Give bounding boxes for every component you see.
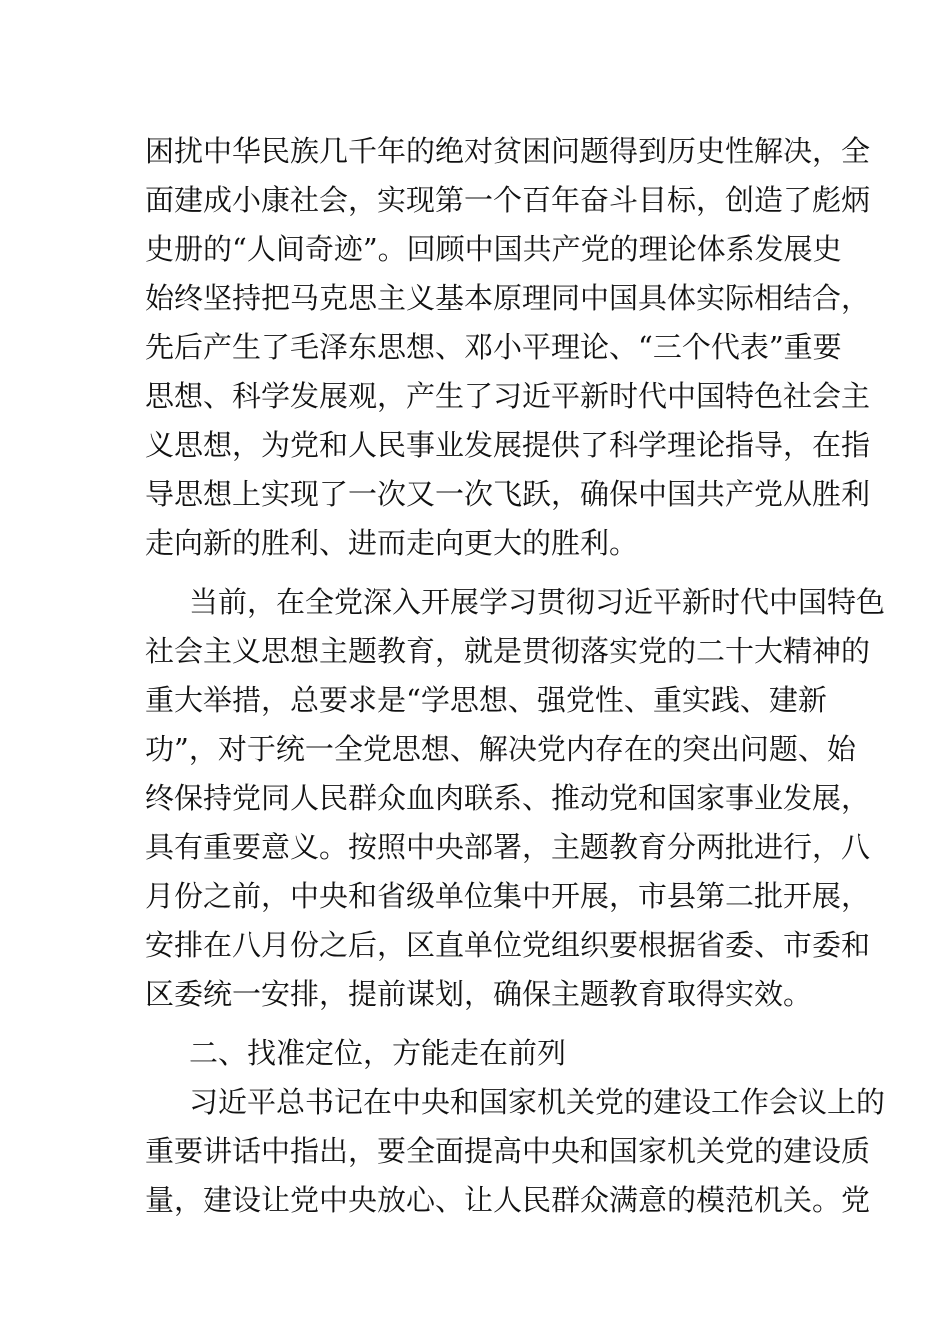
paragraph-first-line: 当前，在全党深入开展学习贯彻习近平新时代中国特色 [189, 585, 886, 619]
text-line: 重要讲话中指出，要全面提高中央和国家机关党的建设质 [145, 1134, 871, 1168]
text-line: 安排在八月份之后，区直单位党组织要根据省委、市委和 [145, 928, 871, 962]
text-line: 先后产生了毛泽东思想、邓小平理论、“三个代表”重要 [145, 330, 842, 364]
text-line: 量，建设让党中央放心、让人民群众满意的模范机关。党 [145, 1183, 871, 1217]
text-line: 社会主义思想主题教育，就是贯彻落实党的二十大精神的 [145, 634, 871, 668]
text-line: 重大举措，总要求是“学思想、强党性、重实践、建新 [145, 683, 827, 717]
text-line: 义思想，为党和人民事业发展提供了科学理论指导，在指 [145, 428, 871, 462]
text-line: 功”，对于统一全党思想、解决党内存在的突出问题、始 [145, 732, 856, 766]
text-line: 终保持党同人民群众血肉联系、推动党和国家事业发展， [145, 781, 871, 815]
text-line: 导思想上实现了一次又一次飞跃，确保中国共产党从胜利 [145, 477, 871, 511]
paragraph-first-line: 习近平总书记在中央和国家机关党的建设工作会议上的 [189, 1085, 886, 1119]
text-line: 史册的“人间奇迹”。回顾中国共产党的理论体系发展史 [145, 232, 842, 266]
text-line: 具有重要意义。按照中央部署，主题教育分两批进行，八 [145, 830, 871, 864]
section-heading: 二、找准定位，方能走在前列 [189, 1036, 567, 1070]
text-line: 面建成小康社会，实现第一个百年奋斗目标，创造了彪炳 [145, 183, 871, 217]
text-line: 月份之前，中央和省级单位集中开展，市县第二批开展， [145, 879, 871, 913]
text-line: 始终坚持把马克思主义基本原理同中国具体实际相结合， [145, 281, 871, 315]
text-line: 困扰中华民族几千年的绝对贫困问题得到历史性解决，全 [145, 134, 871, 168]
text-line: 思想、科学发展观，产生了习近平新时代中国特色社会主 [145, 379, 871, 413]
text-line: 区委统一安排，提前谋划，确保主题教育取得实效。 [145, 977, 813, 1011]
text-line: 走向新的胜利、进而走向更大的胜利。 [145, 526, 639, 560]
